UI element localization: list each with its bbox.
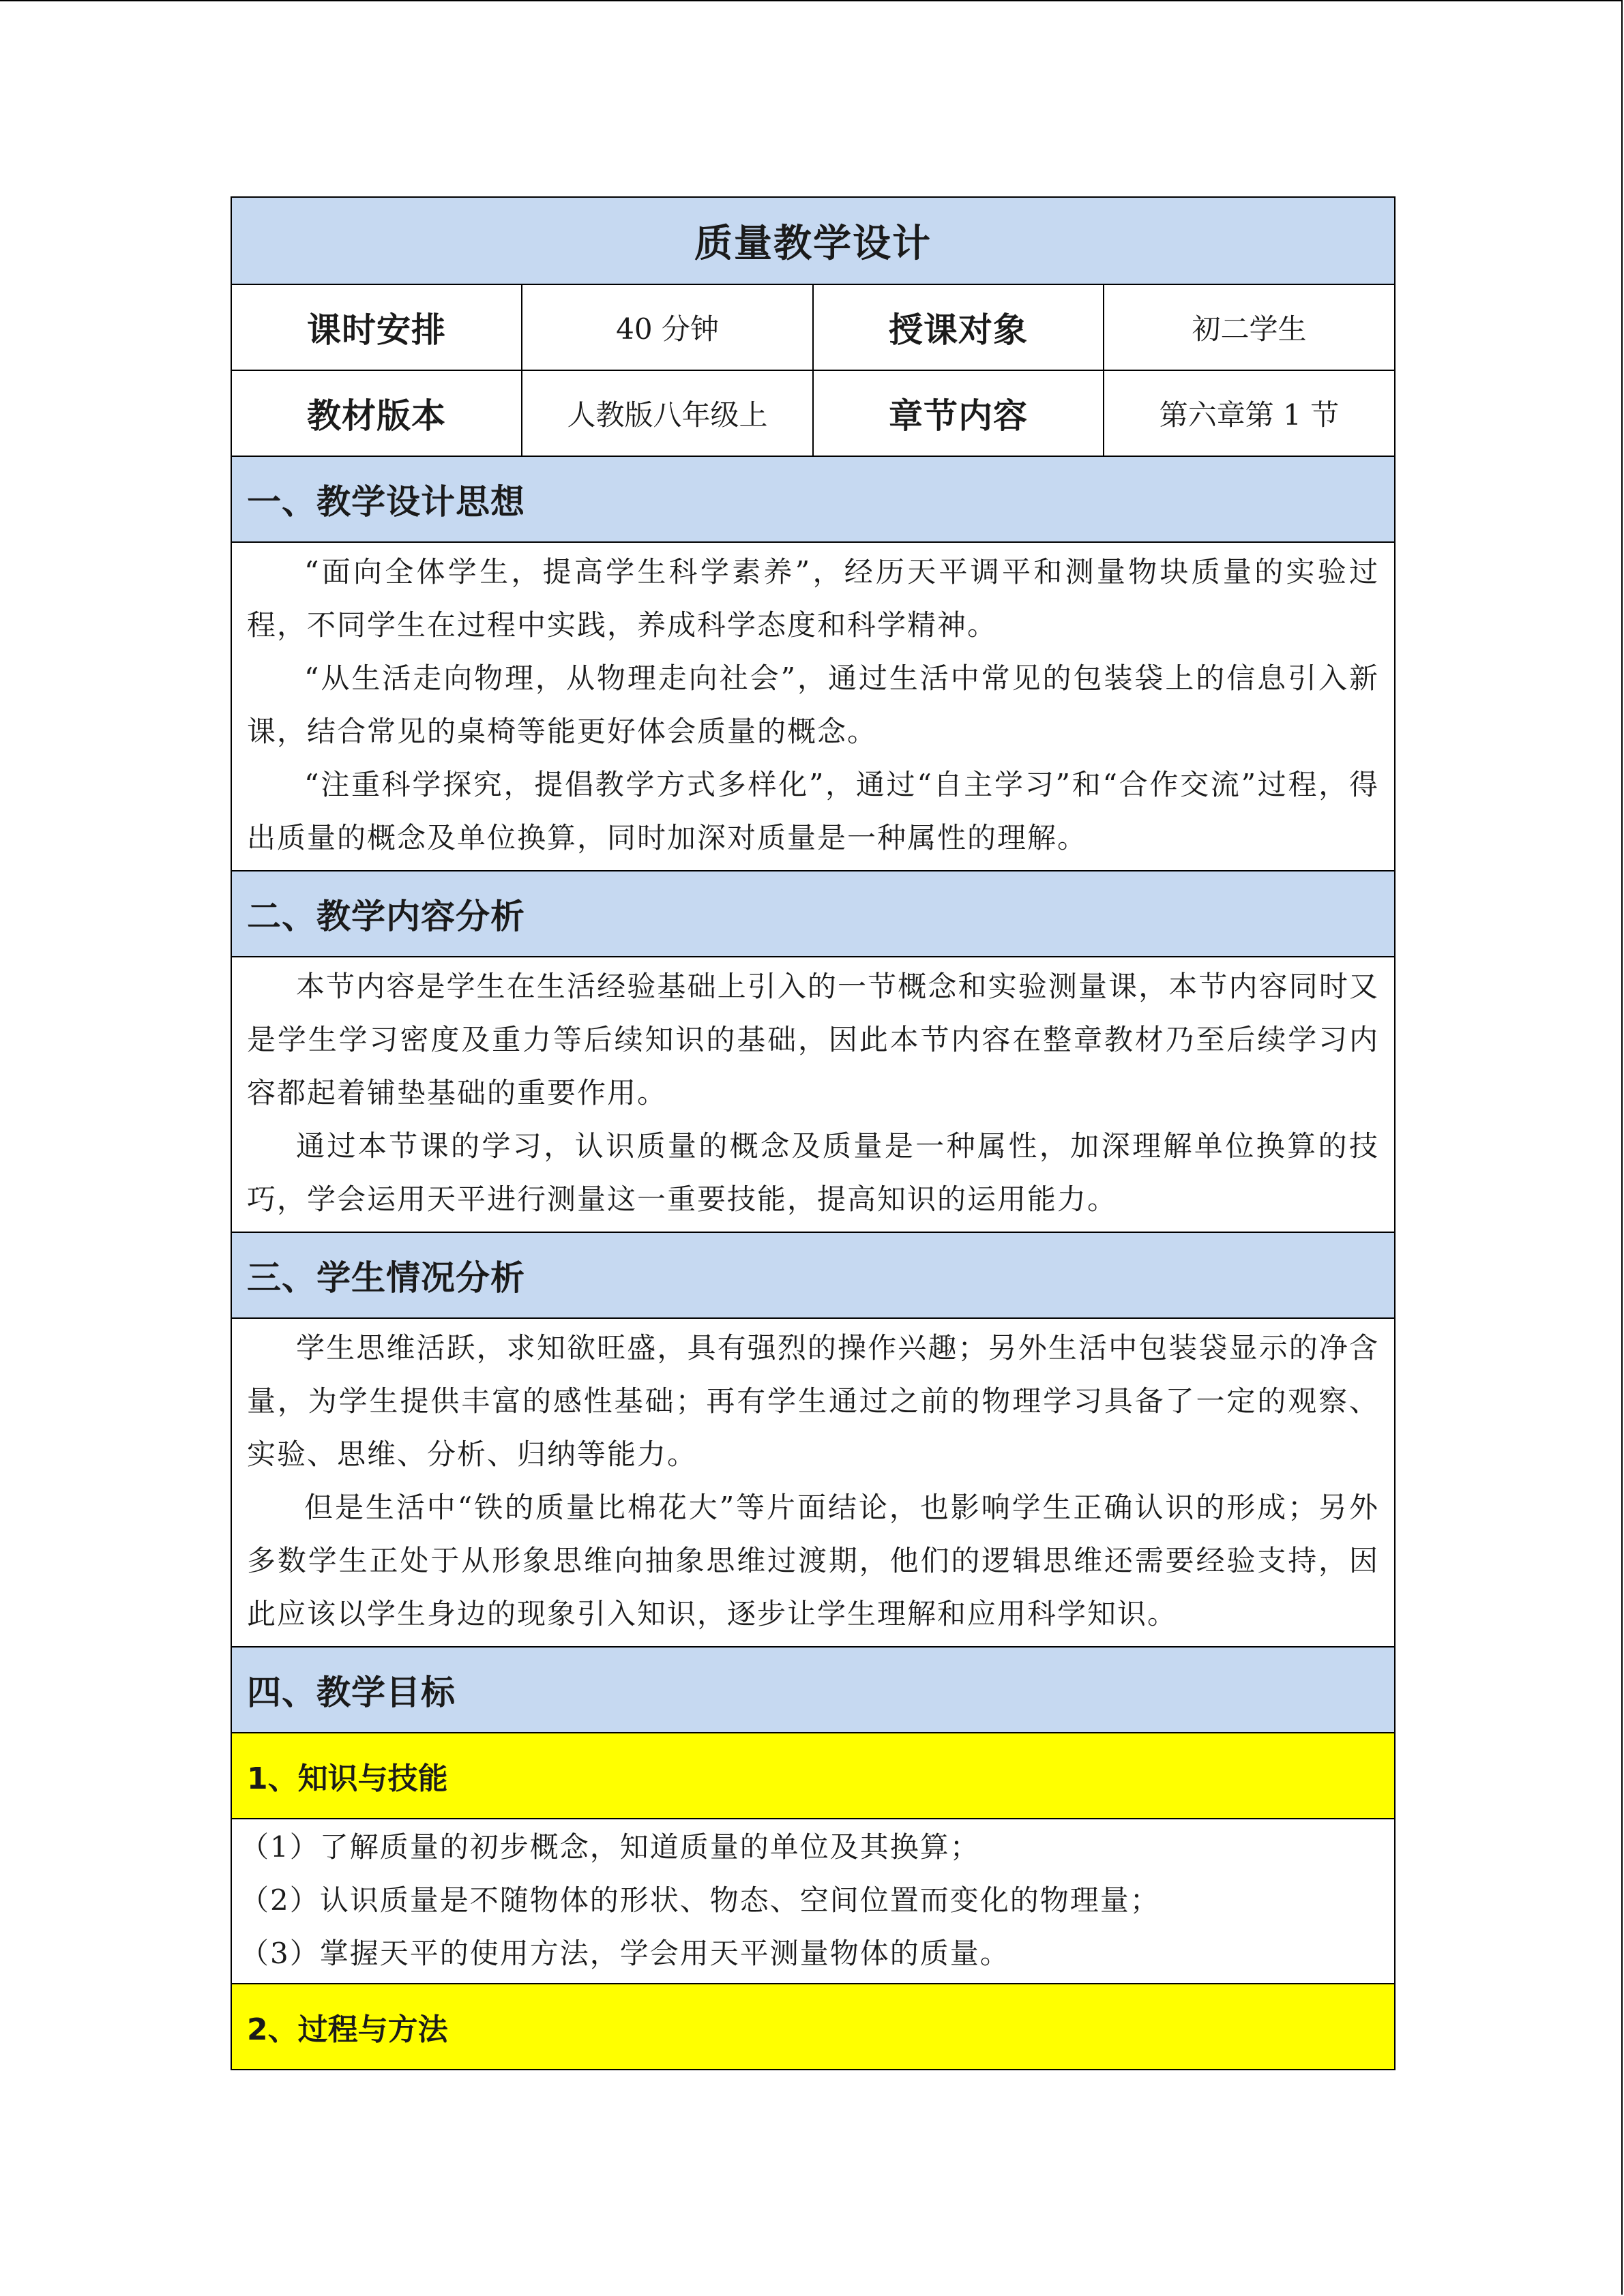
- section-3-body-row: [231, 1318, 1395, 1647]
- label-audience: 授课对象: [813, 284, 1104, 370]
- value-textbook-edition: 人教版八年级上: [522, 370, 813, 456]
- paragraph: 学生思维活跃，求知欲旺盛，具有强烈的操作兴趣；另外生活中包装袋显示的净含量，为学生提供丰富的感性基础；再有学生通过之前的物理学习具备了一定的观察、实验、思维、分析、归纳等能力。: [247, 1331, 1379, 1471]
- paragraph: “面向全体学生，提高学生科学素养”，经历天平调平和测量物块质量的实验过程，不同学生在过程中实践，养成科学态度和科学精神。: [247, 555, 1379, 642]
- info-row-schedule: [231, 284, 1395, 370]
- label-class-time: 课时安排: [231, 284, 522, 370]
- list-item: （2）认识质量是不随物体的形状、物态、空间位置而变化的物理量；: [240, 1883, 1160, 1917]
- value-audience: 初二学生: [1104, 284, 1395, 370]
- subsection-heading-knowledge-skills: 1、知识与技能: [231, 1733, 1395, 1819]
- section-1-head-row: [231, 456, 1395, 542]
- paragraph: 通过本节课的学习，认识质量的概念及质量是一种属性，加深理解单位换算的技巧，学会运用天平进行测量这一重要技能，提高知识的运用能力。: [247, 1129, 1379, 1216]
- subsection-1-body-row: [231, 1819, 1395, 1984]
- title-row: [231, 197, 1395, 284]
- section-2-head-row: [231, 871, 1395, 957]
- subsection-heading-process-methods: 2、过程与方法: [231, 1984, 1395, 2070]
- section-2-body-row: [231, 957, 1395, 1232]
- section-heading-student-analysis: 三、学生情况分析: [231, 1232, 1395, 1318]
- subsection-1-head-row: [231, 1733, 1395, 1819]
- section-heading-teaching-goals: 四、教学目标: [231, 1647, 1395, 1733]
- paragraph: “注重科学探究，提倡教学方式多样化”，通过“自主学习”和“合作交流”过程，得出质量的概念及单位换算，同时加深对质量是一种属性的理解。: [247, 768, 1379, 854]
- section-body-design-idea: [231, 542, 1395, 871]
- section-body-student-analysis: [231, 1318, 1395, 1647]
- label-textbook-edition: 教材版本: [231, 370, 522, 456]
- paragraph: “从生活走向物理，从物理走向社会”，通过生活中常见的包装袋上的信息引入新课，结合常见的桌椅等能更好体会质量的概念。: [247, 661, 1379, 748]
- section-1-body-row: [231, 542, 1395, 871]
- section-heading-content-analysis: 二、教学内容分析: [231, 871, 1395, 957]
- subsection-2-head-row: [231, 1984, 1395, 2070]
- lesson-plan-table: [231, 196, 1396, 2070]
- section-4-head-row: [231, 1647, 1395, 1733]
- list-item: （1）了解质量的初步概念，知道质量的单位及其换算；: [240, 1830, 980, 1864]
- section-body-content-analysis: [231, 957, 1395, 1232]
- value-chapter: 第六章第 1 节: [1104, 370, 1395, 456]
- info-row-textbook: [231, 370, 1395, 456]
- section-heading-design-idea: 一、教学设计思想: [231, 456, 1395, 542]
- value-class-time: 40 分钟: [522, 284, 813, 370]
- document-title: 质量教学设计: [231, 197, 1395, 284]
- subsection-body-knowledge-skills: [231, 1819, 1395, 1984]
- paragraph: 但是生活中“铁的质量比棉花大”等片面结论，也影响学生正确认识的形成；另外多数学生正处于从形象思维向抽象思维过渡期，他们的逻辑思维还需要经验支持，因此应该以学生身边的现象引入知识，逐步让学生理解和应用科学知识。: [247, 1491, 1379, 1630]
- label-chapter: 章节内容: [813, 370, 1104, 456]
- section-3-head-row: [231, 1232, 1395, 1318]
- list-item: （3）掌握天平的使用方法，学会用天平测量物体的质量。: [240, 1937, 1010, 1970]
- paragraph: 本节内容是学生在生活经验基础上引入的一节概念和实验测量课，本节内容同时又是学生学习密度及重力等后续知识的基础，因此本节内容在整章教材乃至后续学习内容都起着铺垫基础的重要作用。: [247, 970, 1379, 1109]
